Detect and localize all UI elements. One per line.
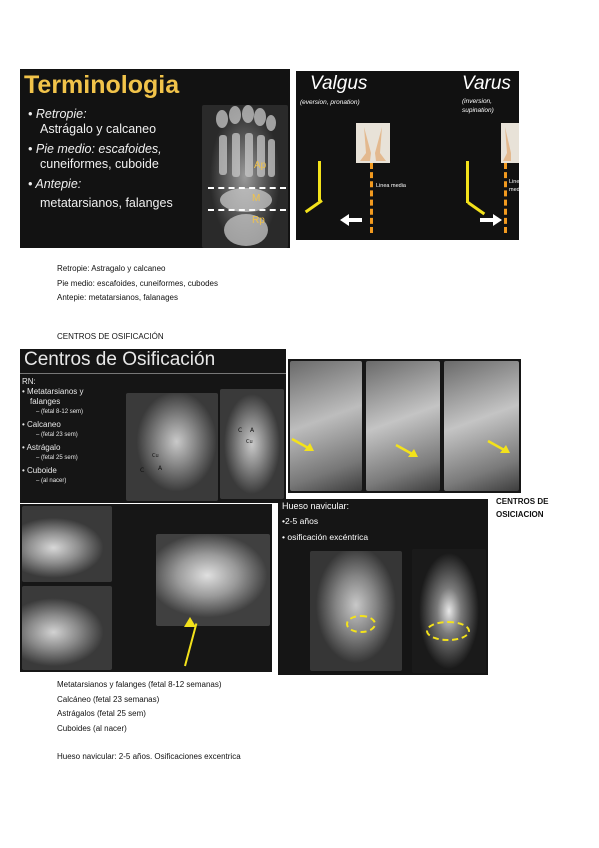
calcaneo-arrow-head-icon — [184, 614, 196, 633]
navicular-bullet-1-text: 2-5 años — [284, 516, 319, 526]
navicular-title: Hueso navicular: — [282, 501, 350, 511]
foot-bones-drawing — [202, 105, 288, 248]
navicular-circle — [346, 615, 376, 633]
varus-subtitle-1: (inversion, — [462, 98, 492, 105]
slide3-list — [22, 377, 132, 486]
slide-title: Terminologia — [24, 71, 180, 99]
varus-feet-illustration — [501, 123, 519, 163]
valgus-midline — [370, 163, 373, 233]
item-4-head: • Cuboide — [22, 466, 57, 475]
bullet-1: • Retropie: — [28, 107, 87, 121]
item-1-head: • Metatarsianos y — [22, 387, 84, 396]
side-heading-centros — [496, 495, 548, 521]
navicular-xray — [310, 551, 402, 671]
label-m: M — [252, 193, 261, 204]
valgus-arrow-icon — [340, 211, 362, 223]
foot-xray-3 — [444, 361, 519, 491]
slide-hueso-navicular — [278, 499, 488, 675]
bullet-1-text: Astrágalo y calcaneo — [40, 122, 157, 136]
item-2-text: Calcaneo — [27, 420, 61, 429]
calcaneo-xray-bottom — [22, 586, 112, 670]
item-4-sub: – (al nacer) — [36, 478, 67, 484]
item-2-sub-text: (fetal 23 sem) — [41, 432, 78, 438]
bullet-2-text: cuneiformes, cuboide — [40, 157, 159, 171]
note1-line3: Antepie: metatarsianos, falanages — [57, 293, 178, 302]
calcaneo-xray-large — [156, 534, 270, 626]
note1-line2: Pie medio: escafoides, cuneiformes, cubodes — [57, 278, 218, 288]
valgus-foot-line — [305, 199, 323, 213]
valgus-leg-line — [318, 161, 321, 201]
slide-centros-osificacion — [20, 349, 286, 503]
note2-line2: Calcáneo (fetal 23 semanas) — [57, 694, 160, 704]
label-c2: C — [238, 427, 243, 434]
varus-midline-label-1: Linea — [509, 179, 523, 185]
navicular-bullet-1: •2-5 años — [282, 516, 319, 526]
slide-foot-xrays-arrows — [288, 359, 521, 493]
item-1-sub-text: (fetal 8-12 sem) — [41, 409, 84, 415]
label-cu: Cu — [152, 453, 159, 459]
varus-title: Varus — [462, 73, 511, 94]
bullet-3: • Antepie: — [28, 177, 82, 191]
varus-arrow-icon — [480, 211, 502, 223]
navicular-mri — [412, 549, 486, 673]
foot-xray-1 — [290, 361, 362, 491]
item-1-sub: – (fetal 8-12 sem) — [36, 409, 84, 415]
note-osificacion — [57, 678, 241, 765]
item-4-text: Cuboide — [27, 466, 57, 475]
infant-foot-xray-lateral — [220, 389, 284, 499]
note2-line4: Cuboides (al nacer) — [57, 723, 127, 733]
calcaneo-xray-top — [22, 506, 112, 582]
item-3-text: Astrágalo — [26, 443, 61, 452]
item-3-head: • Astrágalo — [22, 443, 61, 452]
note1-line1: Retropie: Astragalo y calcaneo — [57, 264, 166, 273]
navicular-mri-circle — [426, 621, 470, 641]
item-2-sub: – (fetal 23 sem) — [36, 432, 78, 438]
item-2-head: • Calcaneo — [22, 420, 61, 429]
divider-line-upper — [208, 187, 286, 189]
note2-line3: Astrágalos (fetal 25 sem) — [57, 709, 146, 718]
note2-line5: Hueso navicular: 2-5 años. Osificaciones excentrica — [57, 752, 241, 761]
slide-valgus-varus — [296, 71, 524, 240]
varus-leg-line — [466, 161, 469, 203]
foot-xray-image — [202, 105, 288, 248]
slide-calcaneo-xrays — [20, 504, 272, 672]
slide3-title: Centros de Osificación — [24, 349, 216, 370]
varus-subtitle-2: supination) — [462, 107, 494, 114]
bullet-2: • Pie medio: escafoides, — [28, 142, 162, 156]
slide3-title-rule — [20, 373, 286, 374]
item-4-sub-text: (al nacer) — [41, 478, 67, 484]
heading-centros-osificacion: CENTROS DE OSIFICACIÓN — [57, 332, 164, 341]
bullet-list — [28, 107, 208, 211]
valgus-subtitle: (eversion, pronation) — [300, 99, 360, 106]
yellow-arrow-2-icon — [396, 443, 420, 463]
valgus-feet-illustration — [356, 123, 390, 163]
bullet-3-text: metatarsianos, falanges — [40, 196, 173, 210]
divider-line-lower — [208, 209, 286, 211]
navicular-bullet-2-text: osificación excéntrica — [287, 532, 369, 542]
item-1-text: Metatarsianos y — [27, 387, 84, 396]
infant-foot-xray-ap — [126, 393, 218, 501]
bullet-2-head: Pie medio: escafoides, — [35, 142, 162, 156]
label-rp: Rp — [252, 215, 265, 226]
slide-terminologia — [20, 69, 290, 248]
item-3-sub: – (fetal 25 sem) — [36, 455, 78, 461]
varus-midline — [504, 163, 507, 233]
label-c: C — [140, 467, 145, 474]
side-heading-line2: OSICIACION — [496, 510, 544, 519]
rn-label: RN: — [22, 377, 36, 386]
item-1-head2: falanges — [30, 397, 61, 406]
side-heading-line1: CENTROS DE — [496, 497, 549, 506]
bullet-3-head: Antepie: — [35, 177, 82, 191]
navicular-bullet-2: • osificación excéntrica — [282, 532, 369, 542]
item-3-sub-text: (fetal 25 sem) — [41, 455, 78, 461]
label-a: A — [158, 465, 163, 472]
valgus-midline-label: Linea media — [376, 183, 406, 189]
note-terminologia — [57, 262, 218, 306]
yellow-arrow-3-icon — [488, 439, 512, 459]
note2-line1: Metatarsianos y falanges (fetal 8-12 semanas) — [57, 680, 222, 689]
label-cu2: Cu — [246, 439, 253, 445]
bullet-1-head: Retropie: — [35, 107, 87, 121]
label-a2: A — [250, 427, 255, 434]
valgus-title: Valgus — [310, 73, 368, 94]
yellow-arrow-1-icon — [292, 437, 316, 457]
label-ap: Ap — [254, 160, 267, 171]
varus-midline-label-2: media — [509, 187, 524, 193]
foot-xray-2 — [366, 361, 440, 491]
